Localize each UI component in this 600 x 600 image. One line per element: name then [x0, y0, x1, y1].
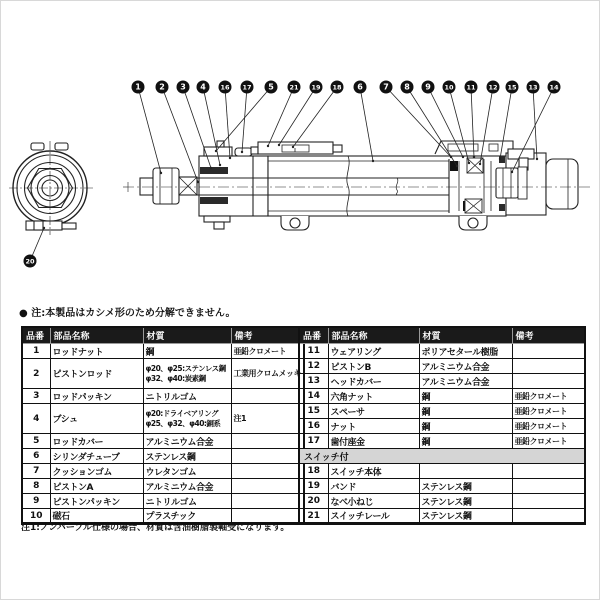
- header-row: [22, 327, 304, 344]
- table-row: [299, 359, 585, 374]
- part-number: 9: [22, 494, 50, 509]
- callout-number: 4: [200, 82, 206, 92]
- part-note: [231, 389, 304, 404]
- part-name: ロッドカバー: [50, 434, 143, 449]
- part-material: プラスチック: [143, 509, 231, 524]
- part-material: 鋼: [419, 389, 512, 404]
- part-name: ナット: [328, 419, 419, 434]
- note-top: ● 注:本製品はカシメ形のため分解できません。: [19, 308, 236, 319]
- part-number: 4: [22, 404, 50, 434]
- callout-number: 2: [159, 82, 165, 92]
- part-material: ニトリルゴム: [143, 389, 231, 404]
- table-row: [299, 434, 585, 449]
- part-name: シリンダチューブ: [50, 449, 143, 464]
- part-number: 11: [299, 344, 328, 359]
- part-note: 注1: [231, 404, 304, 434]
- part-note: [512, 464, 585, 479]
- part-number: 1: [22, 344, 50, 359]
- part-number: 15: [299, 404, 328, 419]
- column-header: 備考: [231, 327, 304, 344]
- part-material: アルミニウム合金: [143, 434, 231, 449]
- part-name: ピストンパッキン: [50, 494, 143, 509]
- part-note: [512, 494, 585, 509]
- part-name: ロッドパッキン: [50, 389, 143, 404]
- part-note: 亜鉛クロメート: [512, 404, 585, 419]
- part-material: 鋼: [419, 419, 512, 434]
- callout-number: 21: [289, 83, 299, 92]
- table-row: [22, 464, 304, 479]
- part-material: φ20、φ25:ステンレス鋼 φ32、φ40:炭素鋼: [143, 359, 231, 389]
- part-note: [512, 344, 585, 359]
- part-note: [512, 509, 585, 524]
- part-number: 5: [22, 434, 50, 449]
- part-name: ピストンロッド: [50, 359, 143, 389]
- part-name: ピストンB: [328, 359, 419, 374]
- part-name: ウェアリング: [328, 344, 419, 359]
- part-number: 18: [299, 464, 328, 479]
- part-name: 歯付座金: [328, 434, 419, 449]
- table-row: [22, 359, 304, 389]
- part-note: 亜鉛クロメート: [512, 389, 585, 404]
- part-note: [231, 494, 304, 509]
- table-row: [22, 404, 304, 434]
- callout-number: 16: [220, 83, 230, 92]
- callout-number: 7: [383, 82, 389, 92]
- part-name: バンド: [328, 479, 419, 494]
- table-row: [299, 494, 585, 509]
- callout-number: 3: [180, 82, 186, 92]
- part-note: 亜鉛クロメート: [231, 344, 304, 359]
- part-material: アルミニウム合金: [419, 359, 512, 374]
- part-name: ロッドナット: [50, 344, 143, 359]
- part-name: ピストンA: [50, 479, 143, 494]
- part-material: ステンレス鋼: [419, 509, 512, 524]
- cylinder-side-view: [123, 141, 593, 230]
- header-row: [299, 327, 585, 344]
- part-number: 10: [22, 509, 50, 524]
- part-note: 亜鉛クロメート: [512, 419, 585, 434]
- part-material: ステンレス鋼: [143, 449, 231, 464]
- callout-number: 8: [404, 82, 410, 92]
- callout-number: 13: [528, 83, 538, 92]
- part-name: スイッチレール: [328, 509, 419, 524]
- table-row: [22, 344, 304, 359]
- part-number: 14: [299, 389, 328, 404]
- callout-number: 17: [242, 83, 252, 92]
- part-number: 7: [22, 464, 50, 479]
- part-material: [419, 464, 512, 479]
- part-material: 鋼: [419, 404, 512, 419]
- part-material: ステンレス鋼: [419, 479, 512, 494]
- callout-number: 6: [357, 82, 363, 92]
- technical-drawing: [1, 1, 600, 311]
- table-row: [299, 464, 585, 479]
- callout-number: 18: [332, 83, 342, 92]
- part-name: 磁石: [50, 509, 143, 524]
- part-material: φ20:ドライベアリング φ25、φ32、φ40:銅系: [143, 404, 231, 434]
- cylinder-end-view: [9, 141, 95, 235]
- part-note: [512, 374, 585, 389]
- table-row: [22, 494, 304, 509]
- table-row: [22, 434, 304, 449]
- table-row: [299, 404, 585, 419]
- part-note: [231, 449, 304, 464]
- part-material: アルミニウム合金: [419, 374, 512, 389]
- part-number: 21: [299, 509, 328, 524]
- callout-number: 11: [466, 83, 476, 92]
- part-material: 鋼: [419, 434, 512, 449]
- table-row: [299, 374, 585, 389]
- section-row: [299, 449, 585, 464]
- part-number: 6: [22, 449, 50, 464]
- part-number: 3: [22, 389, 50, 404]
- callout-number: 12: [488, 83, 498, 92]
- part-number: 12: [299, 359, 328, 374]
- callout-number: 15: [507, 83, 517, 92]
- table-row: [299, 509, 585, 524]
- part-note: [231, 464, 304, 479]
- part-number: 19: [299, 479, 328, 494]
- table-row: [22, 449, 304, 464]
- part-name: 六角ナット: [328, 389, 419, 404]
- column-header: 品番: [22, 327, 50, 344]
- callout-number: 9: [425, 82, 431, 92]
- part-note: 亜鉛クロメート: [512, 434, 585, 449]
- part-note: [231, 479, 304, 494]
- callout-number: 10: [444, 83, 454, 92]
- column-header: 備考: [512, 327, 585, 344]
- part-number: 2: [22, 359, 50, 389]
- table-row: [299, 419, 585, 434]
- part-note: [231, 434, 304, 449]
- table-row: [22, 389, 304, 404]
- part-number: 20: [299, 494, 328, 509]
- table-row: [299, 389, 585, 404]
- part-note: [512, 479, 585, 494]
- section-label: スイッチ付: [299, 449, 585, 464]
- callout-number: 19: [311, 83, 321, 92]
- part-number: 13: [299, 374, 328, 389]
- part-name: スペーサ: [328, 404, 419, 419]
- column-header: 部品名称: [50, 327, 143, 344]
- column-header: 材質: [419, 327, 512, 344]
- part-material: ステンレス鋼: [419, 494, 512, 509]
- part-note: [512, 359, 585, 374]
- column-header: 材質: [143, 327, 231, 344]
- part-name: ヘッドカバー: [328, 374, 419, 389]
- table-row: [299, 479, 585, 494]
- parts-table-right: [298, 326, 586, 525]
- part-name: スイッチ本体: [328, 464, 419, 479]
- callout-number: 1: [135, 82, 141, 92]
- callout-number: 20: [25, 257, 35, 266]
- part-material: アルミニウム合金: [143, 479, 231, 494]
- column-header: 部品名称: [328, 327, 419, 344]
- part-material: ニトリルゴム: [143, 494, 231, 509]
- callout-number: 5: [268, 82, 274, 92]
- footnote: 注1:ノンバーブル仕様の場合、材質は含油樹脂製軸受になります。: [21, 523, 290, 533]
- part-number: 17: [299, 434, 328, 449]
- part-material: 鋼: [143, 344, 231, 359]
- part-name: ブシュ: [50, 404, 143, 434]
- column-header: 品番: [299, 327, 328, 344]
- part-material: ウレタンゴム: [143, 464, 231, 479]
- table-row: [299, 344, 585, 359]
- parts-table-left: [21, 326, 305, 525]
- part-material: ポリアセタール樹脂: [419, 344, 512, 359]
- part-note: 工業用クロムメッキ: [231, 359, 304, 389]
- part-number: 16: [299, 419, 328, 434]
- part-number: 8: [22, 479, 50, 494]
- part-name: クッションゴム: [50, 464, 143, 479]
- table-row: [22, 479, 304, 494]
- callout-number: 14: [549, 83, 559, 92]
- part-name: なべ小ねじ: [328, 494, 419, 509]
